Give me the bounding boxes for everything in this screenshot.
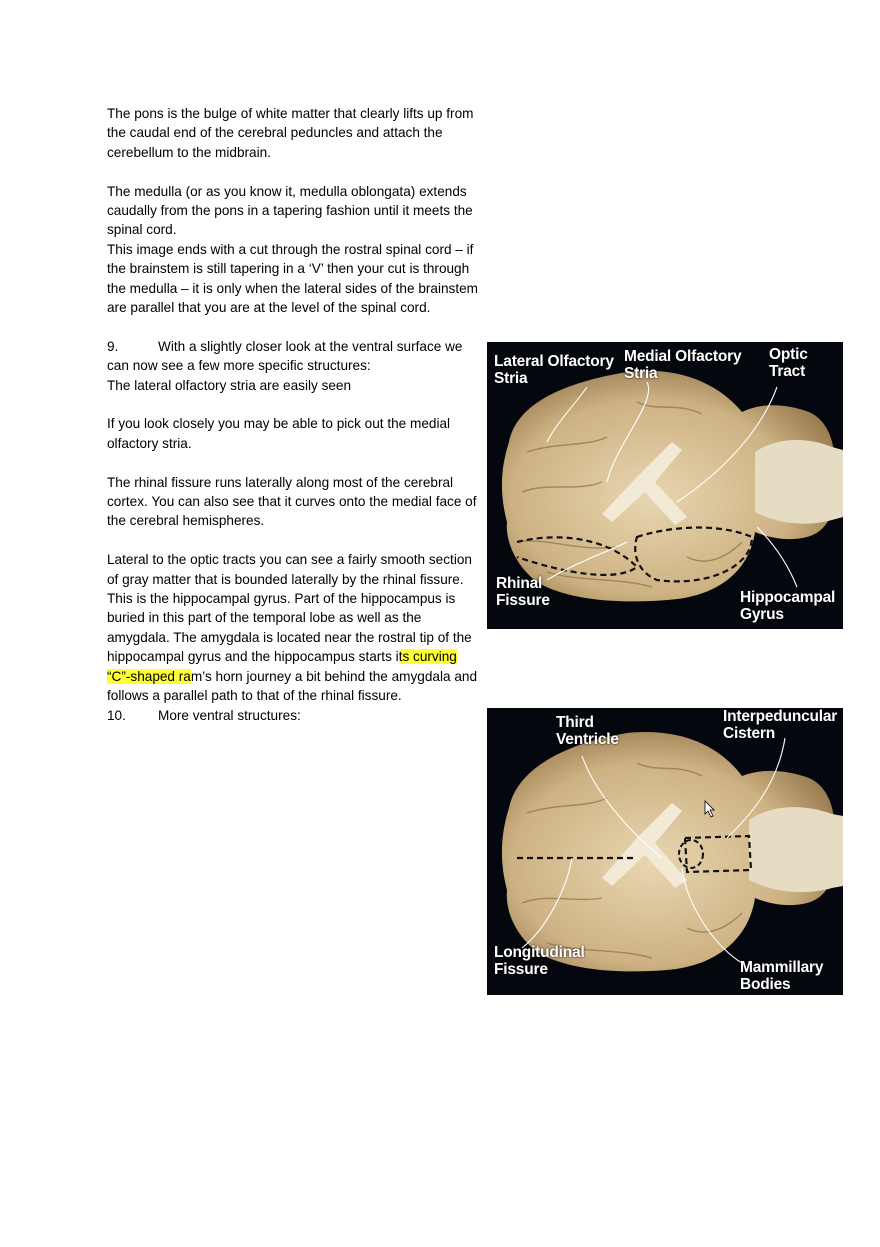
document-body (107, 104, 482, 725)
label-optic-tract: Optic Tract (769, 346, 808, 380)
hippocampal-text-start: Lateral to the optic tracts you can see a fairly smooth section of gray matter that is bounded laterally by the rhinal fissure. This is the hippocampal gyrus. Part of the hippocampus is buried in this part of the temporal lobe as well as the amygdala. The amygdala is located near the rostral tip of the hippocampal gyrus and the hippocampus starts i (107, 552, 472, 665)
label-third-ventricle: Third Ventricle (556, 714, 619, 748)
list-number-10: 10. (107, 707, 126, 723)
list-item-10 (107, 706, 482, 725)
paragraph-medulla: The medulla (or as you know it, medulla oblongata) extends caudally from the pons in a tapering fashion until it meets the spinal cord. (107, 183, 473, 238)
list-text-10: More ventral structures: (158, 707, 301, 723)
label-medial-olfactory: Medial Olfactory Stria (624, 348, 742, 382)
paragraph-cut: This image ends with a cut through the rostral spinal cord – if the brainstem is still tapering in a ‘V’ then your cut is through the medulla – it is only when the lateral sides of the brainstem are parallel that you are at the level of the spinal cord. (107, 241, 479, 316)
label-lateral-olfactory: Lateral Olfactory Stria (494, 353, 614, 387)
brainstem (755, 440, 843, 524)
brainstem (749, 807, 843, 892)
list-text-9: With a slightly closer look at the ventral surface we can now see a few more specific structures: (107, 338, 463, 374)
paragraph-lateral-olfactory: The lateral olfactory stria are easily seen (107, 377, 352, 393)
label-hippocampal-gyrus: Hippocampal Gyrus (740, 589, 836, 623)
label-rhinal-fissure: Rhinal Fissure (496, 575, 550, 609)
paragraph-pons: The pons is the bulge of white matter that clearly lifts up from the caudal end of the cerebral peduncles and attach the cerebellum to the midbrain. (107, 106, 474, 160)
hippocampal-text-end: m’s horn journey a bit behind the amygdala and follows a parallel path to that of the rhinal fissure. (107, 668, 478, 704)
list-number-9: 9. (107, 338, 119, 354)
label-mammillary-bodies: Mammillary Bodies (740, 959, 824, 993)
label-interpeduncular-cistern: Interpeduncular Cistern (723, 708, 838, 742)
paragraph-rhinal: The rhinal fissure runs laterally along most of the cerebral cortex. You can also see that it curves onto the medial face of the cerebral hemispheres. (107, 474, 477, 529)
figure-ventral-brain-1 (487, 342, 843, 629)
paragraph-medial-olfactory: If you look closely you may be able to pick out the medial olfactory stria. (107, 416, 451, 451)
list-item-9 (107, 337, 482, 376)
label-longitudinal-fissure: Longitudinal Fissure (494, 944, 585, 978)
figure-ventral-brain-2 (487, 708, 843, 995)
highlighted-text: ts curving “C”-shaped ra (107, 649, 457, 684)
paragraph-hippocampal (107, 550, 482, 705)
